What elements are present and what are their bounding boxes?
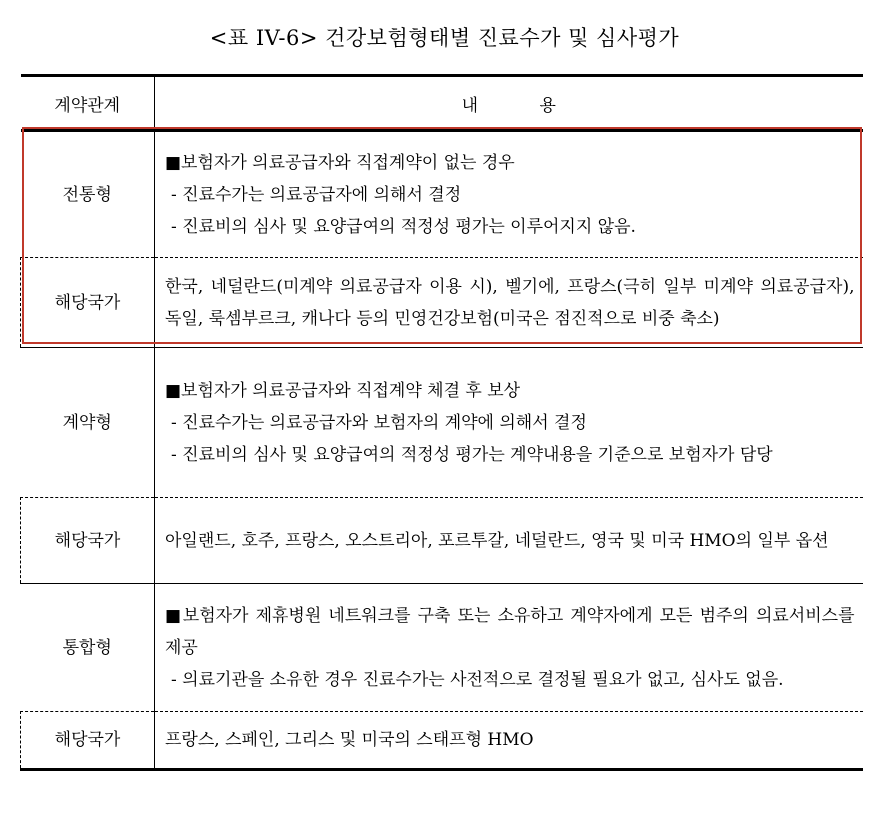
traditional-line-2: - 진료수가는 의료공급자에 의해서 결정 <box>171 184 462 205</box>
table-row-contract <box>21 348 863 498</box>
header-content: 내 용 <box>461 95 584 116</box>
row-label-integrated: 통합형 <box>21 584 155 712</box>
header-contract-relation: 계약관계 <box>21 76 155 131</box>
table-row-traditional <box>21 131 863 258</box>
row-content-integrated <box>155 584 863 712</box>
traditional-line-1: ■보험자가 의료공급자와 직접계약이 없는 경우 <box>165 152 515 173</box>
row-label-countries: 해당국가 <box>21 712 155 770</box>
contract-line-3: - 진료비의 심사 및 요양급여의 적정성 평가는 계약내용을 기준으로 보험자가 담당 <box>171 444 773 465</box>
row-content-contract <box>155 348 863 498</box>
contract-line-1: ■보험자가 의료공급자와 직접계약 체결 후 보상 <box>165 380 521 401</box>
table-row-traditional-countries <box>21 258 863 348</box>
integrated-countries: 프랑스, 스페인, 그리스 및 미국의 스태프형 HMO <box>155 712 863 770</box>
table-header-row <box>21 76 863 131</box>
traditional-countries: 한국, 네덜란드(미계약 의료공급자 이용 시), 벨기에, 프랑스(극히 일부 미계약 의료공급자), 독일, 룩셈부르크, 캐나다 등의 민영건강보험(미국은 점진적으로 비중 축소) <box>155 258 863 348</box>
row-label-traditional: 전통형 <box>21 131 155 258</box>
row-label-contract: 계약형 <box>21 348 155 498</box>
integrated-line-2: - 의료기관을 소유한 경우 진료수가는 사전적으로 결정될 필요가 없고, 심사도 없음. <box>171 669 784 690</box>
row-label-countries: 해당국가 <box>21 258 155 348</box>
contract-table <box>20 74 862 771</box>
table-row-integrated <box>21 584 863 712</box>
table-row-integrated-countries <box>21 712 863 770</box>
row-label-countries: 해당국가 <box>21 498 155 584</box>
integrated-line-1: ■보험자가 제휴병원 네트워크를 구축 또는 소유하고 계약자에게 모든 범주의 의료서비스를 제공 <box>165 605 855 658</box>
table-row-contract-countries <box>21 498 863 584</box>
contract-countries: 아일랜드, 호주, 프랑스, 오스트리아, 포르투갈, 네덜란드, 영국 및 미국 HMO의 일부 옵션 <box>155 498 863 584</box>
traditional-line-3: - 진료비의 심사 및 요양급여의 적정성 평가는 이루어지지 않음. <box>171 216 636 237</box>
table <box>20 74 863 771</box>
contract-line-2: - 진료수가는 의료공급자와 보험자의 계약에 의해서 결정 <box>171 412 587 433</box>
table-title: <표 IV-6> 건강보험형태별 진료수가 및 심사평가 <box>209 26 680 50</box>
row-content-traditional <box>155 131 863 258</box>
